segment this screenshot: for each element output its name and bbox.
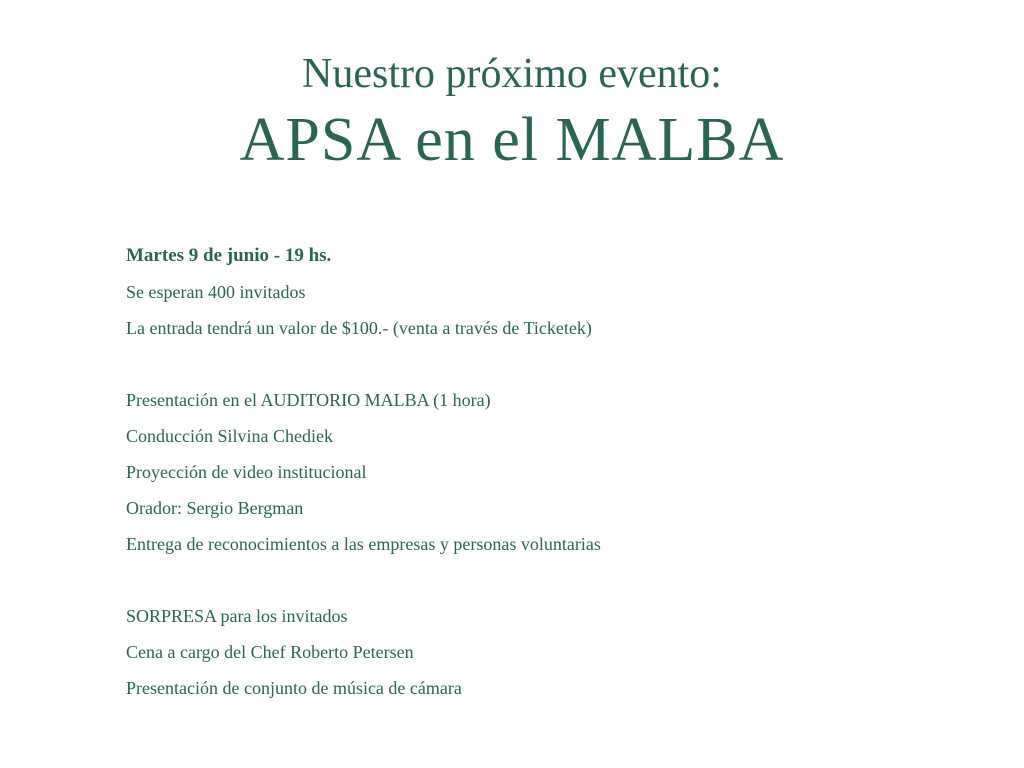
- event-guests: Se esperan 400 invitados: [126, 282, 306, 302]
- slide-body: [126, 238, 986, 706]
- extras-item: SORPRESA para los invitados: [126, 606, 348, 626]
- extras-item: Cena a cargo del Chef Roberto Petersen: [126, 642, 414, 662]
- program-item: Orador: Sergio Bergman: [126, 498, 304, 518]
- slide-subtitle: Nuestro próximo evento:: [302, 51, 722, 97]
- section-spacer: [126, 346, 986, 382]
- program-item: Presentación en el AUDITORIO MALBA (1 hora): [126, 390, 491, 410]
- slide-title: APSA en el MALBA: [239, 106, 785, 174]
- program-item: Conducción Silvina Chediek: [126, 426, 333, 446]
- slide-header: [0, 48, 1024, 176]
- program-item: Proyección de video institucional: [126, 462, 367, 482]
- program-item: Entrega de reconocimientos a las empresas y personas voluntarias: [126, 534, 601, 554]
- event-ticket: La entrada tendrá un valor de $100.- (venta a través de Ticketek): [126, 318, 592, 338]
- extras-item: Presentación de conjunto de música de cámara: [126, 678, 462, 698]
- event-date: Martes 9 de junio - 19 hs.: [126, 245, 332, 266]
- section-spacer: [126, 562, 986, 598]
